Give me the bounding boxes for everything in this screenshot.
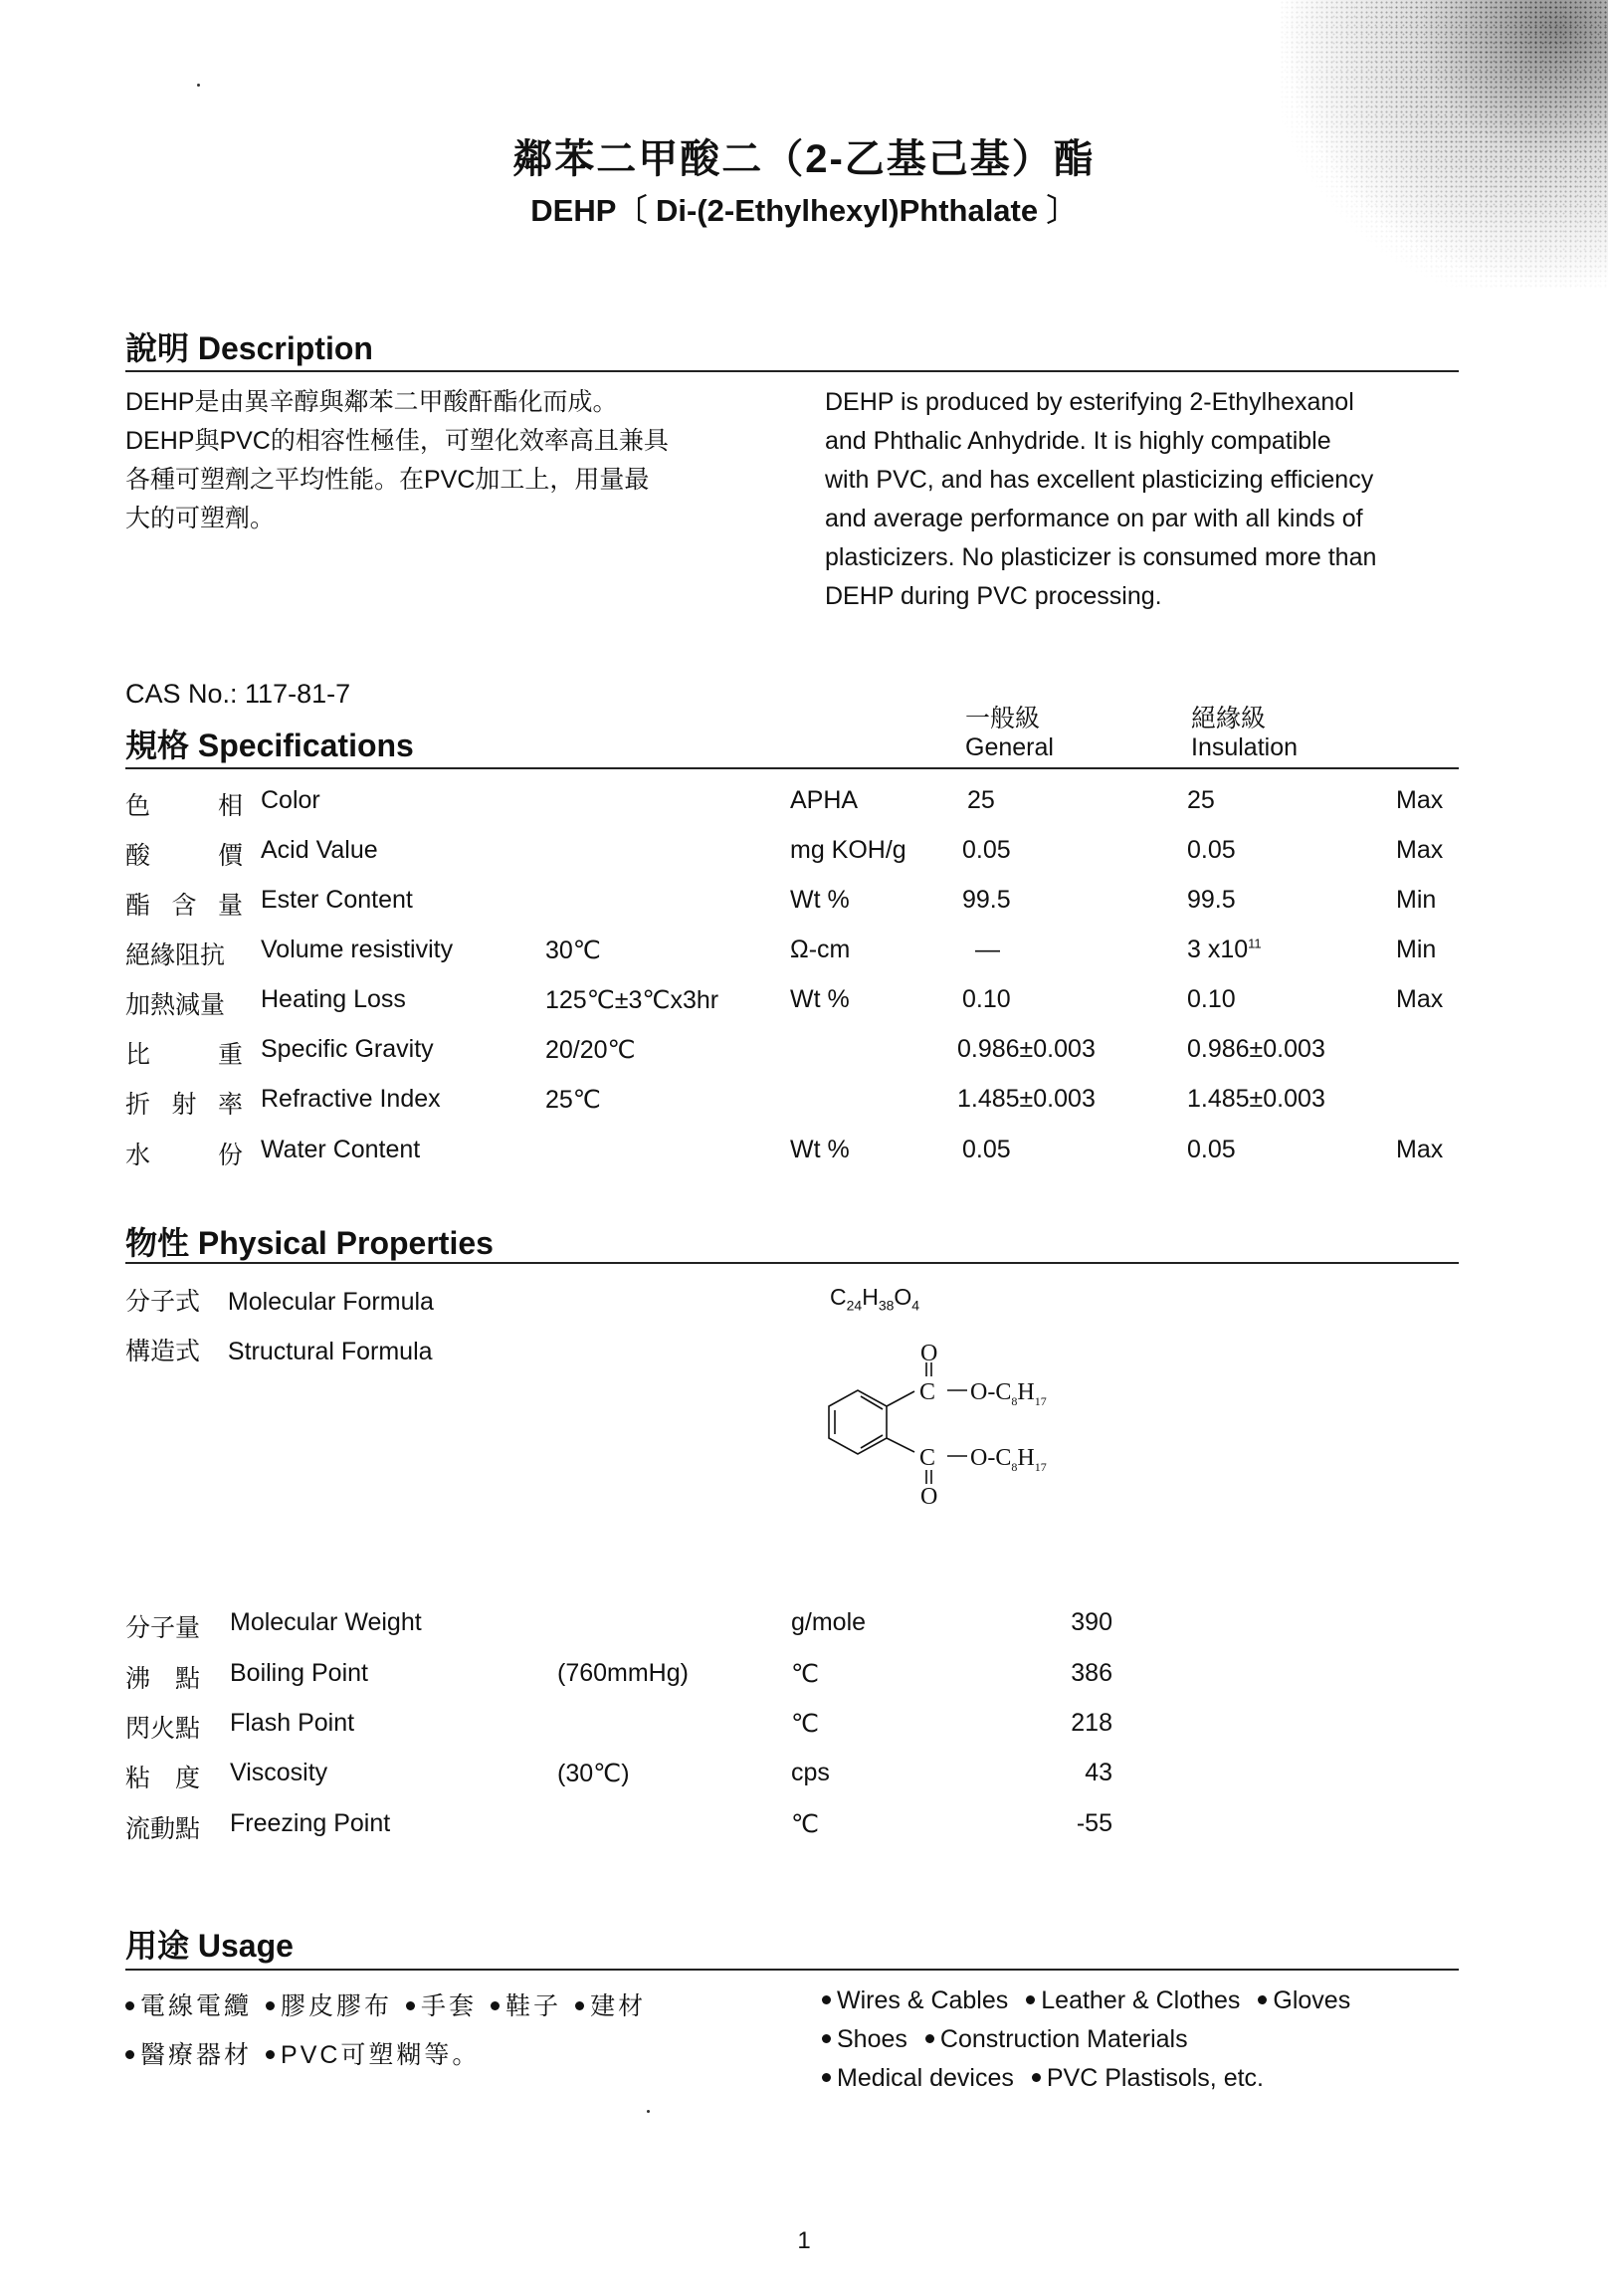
document-title-zh: 鄰苯二甲酸二（2-乙基己基）酯 — [512, 137, 1096, 181]
carbon-count: 24 — [846, 1297, 863, 1314]
spec-limit: Max — [1396, 985, 1444, 1013]
benzene-ring — [829, 1362, 967, 1484]
property-label-zh: 流動點 — [125, 1815, 201, 1843]
usage-item-en — [1032, 2064, 1264, 2092]
spec-condition: 125℃±3℃x3hr — [545, 986, 719, 1014]
bullet-icon — [822, 2034, 831, 2043]
usage-item-text: Construction Materials — [939, 2025, 1188, 2053]
spec-label-en: Ester Content — [261, 886, 413, 914]
page-number: 1 — [797, 2227, 811, 2254]
spec-label-zh-char: 份 — [217, 1142, 243, 1169]
description-zh-line: 大的可塑劑。 — [125, 505, 276, 532]
spec-limit: Min — [1396, 936, 1437, 963]
specifications-rule — [125, 767, 1459, 769]
spec-label-zh — [125, 1085, 243, 1121]
usage-line-en — [822, 2025, 1206, 2054]
spec-insulation-value — [1187, 836, 1236, 865]
description-zh-line: DEHP與PVC的相容性極佳，可塑化效率高且兼具 — [125, 427, 669, 455]
spec-insulation-value — [1187, 985, 1236, 1014]
description-rule — [125, 370, 1459, 372]
usage-item-text: PVC可塑糊等。 — [281, 2041, 481, 2069]
spec-condition: 25℃ — [545, 1086, 601, 1114]
document-title-en: DEHP〔 Di-(2-Ethylhexyl)Phthalate 〕 — [530, 193, 1078, 228]
property-condition: (760mmHg) — [557, 1659, 689, 1687]
spec-label-zh-char: 價 — [217, 842, 243, 870]
spec-condition: 30℃ — [545, 937, 601, 964]
spec-label-zh-char: 射 — [171, 1091, 197, 1119]
property-label-en: Boiling Point — [230, 1659, 368, 1687]
spec-label-zh — [125, 836, 243, 872]
scan-speck — [197, 84, 200, 87]
spec-label-en: Water Content — [261, 1136, 421, 1163]
column-insulation — [1191, 705, 1298, 762]
property-value: -55 — [1076, 1809, 1112, 1837]
description-en-line: with PVC, and has excellent plasticizing efficiency — [825, 466, 1374, 494]
spec-label-zh-char: 酯 — [125, 892, 151, 920]
property-label-en: Molecular Weight — [230, 1608, 422, 1636]
spec-label-zh — [125, 936, 243, 971]
spec-insulation-mantissa: 0.986±0.003 — [1187, 1035, 1325, 1063]
spec-condition: 20/20℃ — [545, 1036, 636, 1064]
spec-insulation-mantissa: 0.10 — [1187, 985, 1236, 1013]
usage-item-en — [1258, 1986, 1350, 2014]
spec-label-en: Acid Value — [261, 836, 378, 864]
scan-speck — [647, 2110, 650, 2113]
property-label-en: Freezing Point — [230, 1809, 391, 1837]
usage-item-zh — [266, 1992, 392, 2020]
spec-label-en: Refractive Index — [261, 1085, 441, 1113]
usage-line-zh — [125, 2035, 494, 2071]
bullet-icon — [822, 1995, 831, 2004]
spec-label-zh-char: 比 — [125, 1041, 151, 1069]
usage-line-zh — [125, 1986, 660, 2022]
usage-item-text: 鞋子 — [505, 1992, 562, 2020]
carbonyl-carbon-bottom: C — [919, 1445, 936, 1471]
usage-item-zh — [266, 2041, 480, 2069]
spec-general-value: — — [975, 936, 1000, 963]
bullet-icon — [266, 2050, 275, 2059]
spec-label-zh-char: 色 — [125, 792, 151, 820]
bullet-icon — [1258, 1995, 1267, 2004]
spec-general-value: 0.10 — [962, 985, 1011, 1013]
spec-label-zh-char: 重 — [217, 1041, 243, 1069]
spec-label-zh-char: 酸 — [125, 842, 151, 870]
spec-label-en: Color — [261, 786, 320, 814]
spec-insulation-value — [1187, 936, 1262, 964]
description-zh-line: 各種可塑劑之平均性能。在PVC加工上，用量最 — [125, 466, 650, 494]
bullet-icon — [125, 2001, 134, 2010]
usage-line-en — [822, 1986, 1368, 2015]
specifications-heading: 規格 Specifications — [125, 728, 414, 763]
usage-item-text: Leather & Clothes — [1041, 1986, 1241, 2014]
spec-label-zh-char: 水 — [125, 1142, 151, 1169]
usage-item-en — [1026, 1986, 1240, 2014]
property-value: 390 — [1071, 1608, 1112, 1636]
usage-item-zh — [406, 1992, 477, 2020]
spec-limit: Min — [1396, 886, 1437, 914]
usage-item-text: 醫療器材 — [140, 2041, 253, 2069]
description-heading: 說明 Description — [125, 330, 373, 366]
spec-general-value: 1.485±0.003 — [957, 1085, 1096, 1113]
bullet-icon — [491, 2001, 500, 2010]
spec-limit: Max — [1396, 786, 1444, 814]
spec-unit: APHA — [790, 786, 859, 814]
usage-item-en — [822, 2025, 907, 2053]
spec-general-value: 0.05 — [962, 1136, 1011, 1163]
description-en-line: plasticizers. No plasticizer is consumed more than — [825, 543, 1377, 571]
usage-item-text: Wires & Cables — [837, 1986, 1009, 2014]
spec-unit: Wt % — [790, 985, 850, 1013]
spec-limit: Max — [1396, 1136, 1444, 1163]
usage-rule — [125, 1969, 1459, 1971]
column-general-zh: 一般級 — [965, 705, 1041, 732]
usage-item-en — [925, 2025, 1188, 2053]
spec-label-zh-char: 加熱減量 — [125, 991, 226, 1019]
usage-item-text: 建材 — [590, 1992, 647, 2020]
usage-item-en — [822, 2064, 1014, 2092]
spec-general-value: 25 — [967, 786, 995, 814]
spec-insulation-mantissa: 0.05 — [1187, 1136, 1236, 1163]
column-general — [965, 705, 1054, 762]
spec-insulation-exponent: 11 — [1248, 936, 1262, 951]
usage-item-zh — [575, 1992, 646, 2020]
carbonyl-oxygen-bottom: O — [920, 1484, 938, 1510]
description-zh-line: DEHP是由異辛醇與鄰苯二甲酸酐酯化而成。 — [125, 388, 618, 416]
description-en-line: and average performance on par with all kinds of — [825, 505, 1363, 532]
spec-general-value: 0.986±0.003 — [957, 1035, 1096, 1063]
spec-label-zh-char: 絕緣阻抗 — [125, 941, 226, 969]
property-unit: ℃ — [791, 1660, 820, 1688]
property-label-zh: 沸 點 — [125, 1665, 201, 1693]
spec-insulation-mantissa: 1.485±0.003 — [1187, 1085, 1325, 1113]
bullet-icon — [1032, 2073, 1041, 2082]
spec-label-zh — [125, 1136, 243, 1171]
bullet-icon — [575, 2001, 584, 2010]
property-label-en: Flash Point — [230, 1709, 355, 1737]
spec-insulation-value — [1187, 1035, 1325, 1064]
property-unit: ℃ — [791, 1810, 820, 1838]
spec-label-zh-char: 含 — [171, 892, 197, 920]
usage-line-en — [822, 2064, 1282, 2093]
usage-item-zh — [125, 1992, 252, 2020]
property-unit: ℃ — [791, 1710, 820, 1738]
structural-formula-label-en: Structural Formula — [227, 1338, 433, 1365]
benzene-hexagon — [829, 1390, 887, 1454]
structural-formula-label-zh: 構造式 — [125, 1338, 201, 1365]
molecular-formula-label-en: Molecular Formula — [227, 1288, 434, 1316]
spec-insulation-value — [1187, 1136, 1236, 1164]
spec-label-en: Volume resistivity — [261, 936, 454, 963]
usage-item-zh — [491, 1992, 561, 2020]
description-en-line: DEHP during PVC processing. — [825, 582, 1162, 610]
column-insulation-en: Insulation — [1191, 733, 1299, 761]
bullet-icon — [925, 2034, 934, 2043]
spec-unit: mg KOH/g — [790, 836, 906, 864]
oxygen-count: 4 — [911, 1297, 920, 1314]
spec-label-zh-char: 率 — [217, 1091, 243, 1119]
physical-rule — [125, 1262, 1459, 1264]
spec-insulation-mantissa: 25 — [1187, 786, 1215, 814]
property-value: 218 — [1071, 1709, 1112, 1737]
spec-label-zh — [125, 1035, 243, 1071]
spec-unit: Wt % — [790, 1136, 850, 1163]
spec-label-zh — [125, 985, 243, 1021]
description-en-line: DEHP is produced by esterifying 2-Ethylhexanol — [825, 388, 1354, 416]
physical-heading: 物性 Physical Properties — [125, 1225, 494, 1261]
description-zh — [125, 383, 669, 538]
usage-item-text: 電線電纜 — [140, 1992, 253, 2020]
column-insulation-zh: 絕緣級 — [1191, 705, 1267, 732]
spec-insulation-value — [1187, 886, 1236, 915]
carbonyl-oxygen-top: O — [920, 1341, 938, 1366]
ester-group-bottom: $O-C_8H_{17}$ — [970, 1445, 1047, 1474]
usage-item-text: 手套 — [421, 1992, 478, 2020]
bullet-icon — [1026, 1995, 1035, 2004]
spec-insulation-mantissa: 0.05 — [1187, 836, 1236, 864]
property-label-en: Viscosity — [230, 1759, 328, 1786]
bullet-icon — [822, 2073, 831, 2082]
structural-formula-diagram — [811, 1339, 1109, 1548]
usage-item-en — [822, 1986, 1008, 2014]
usage-item-text: Medical devices — [837, 2064, 1014, 2092]
usage-item-text: 膠皮膠布 — [281, 1992, 393, 2020]
property-value: 43 — [1085, 1759, 1112, 1786]
bond-ring-carbonyl-top — [887, 1391, 914, 1406]
usage-item-text: Shoes — [837, 2025, 907, 2053]
spec-limit: Max — [1396, 836, 1444, 864]
ester-group-top: $O-C_8H_{17}$ — [970, 1379, 1047, 1408]
description-en — [825, 383, 1376, 616]
spec-insulation-mantissa: 3 x10 — [1187, 936, 1249, 963]
molecular-formula-label-zh: 分子式 — [125, 1288, 201, 1316]
bullet-icon — [406, 2001, 415, 2010]
bullet-icon — [266, 2001, 275, 2010]
spec-general-value: 0.05 — [962, 836, 1011, 864]
spec-insulation-value — [1187, 1085, 1325, 1114]
property-label-zh: 粘 度 — [125, 1765, 201, 1792]
spec-general-value: 99.5 — [962, 886, 1011, 914]
property-label-zh: 閃火點 — [125, 1715, 201, 1743]
spec-insulation-value — [1187, 786, 1215, 815]
usage-heading: 用途 Usage — [125, 1928, 294, 1964]
spec-insulation-mantissa: 99.5 — [1187, 886, 1236, 914]
spec-unit: Wt % — [790, 886, 850, 914]
property-label-zh: 分子量 — [125, 1614, 201, 1642]
property-unit: g/mole — [791, 1608, 867, 1636]
usage-item-text: Gloves — [1273, 1986, 1351, 2014]
spec-label-en: Heating Loss — [261, 985, 406, 1013]
carbonyl-carbon-top: C — [919, 1379, 936, 1405]
spec-label-zh-char: 相 — [217, 792, 243, 820]
usage-item-zh — [125, 2041, 252, 2069]
property-value: 386 — [1071, 1659, 1112, 1687]
bond-ring-carbonyl-bottom — [887, 1438, 914, 1452]
cas-number: CAS No.: 117-81-7 — [125, 679, 351, 709]
column-general-en: General — [965, 733, 1054, 761]
structural-formula-row — [125, 1332, 433, 1367]
bullet-icon — [125, 2050, 134, 2059]
molecular-formula-row — [125, 1282, 434, 1318]
spec-label-zh — [125, 786, 243, 822]
usage-item-text: PVC Plastisols, etc. — [1046, 2064, 1264, 2092]
hydrogen-count: 38 — [878, 1297, 895, 1314]
property-condition: (30℃) — [557, 1760, 630, 1787]
description-en-line: and Phthalic Anhydride. It is highly compatible — [825, 427, 1331, 455]
spec-label-zh-char: 折 — [125, 1091, 151, 1119]
spec-label-zh-char: 量 — [217, 892, 243, 920]
spec-label-en: Specific Gravity — [261, 1035, 434, 1063]
spec-label-zh — [125, 886, 243, 922]
molecular-formula-value: $C_{24}H_{38}O_4$ — [830, 1284, 920, 1314]
spec-unit: Ω-cm — [790, 936, 851, 963]
property-unit: cps — [791, 1759, 830, 1786]
